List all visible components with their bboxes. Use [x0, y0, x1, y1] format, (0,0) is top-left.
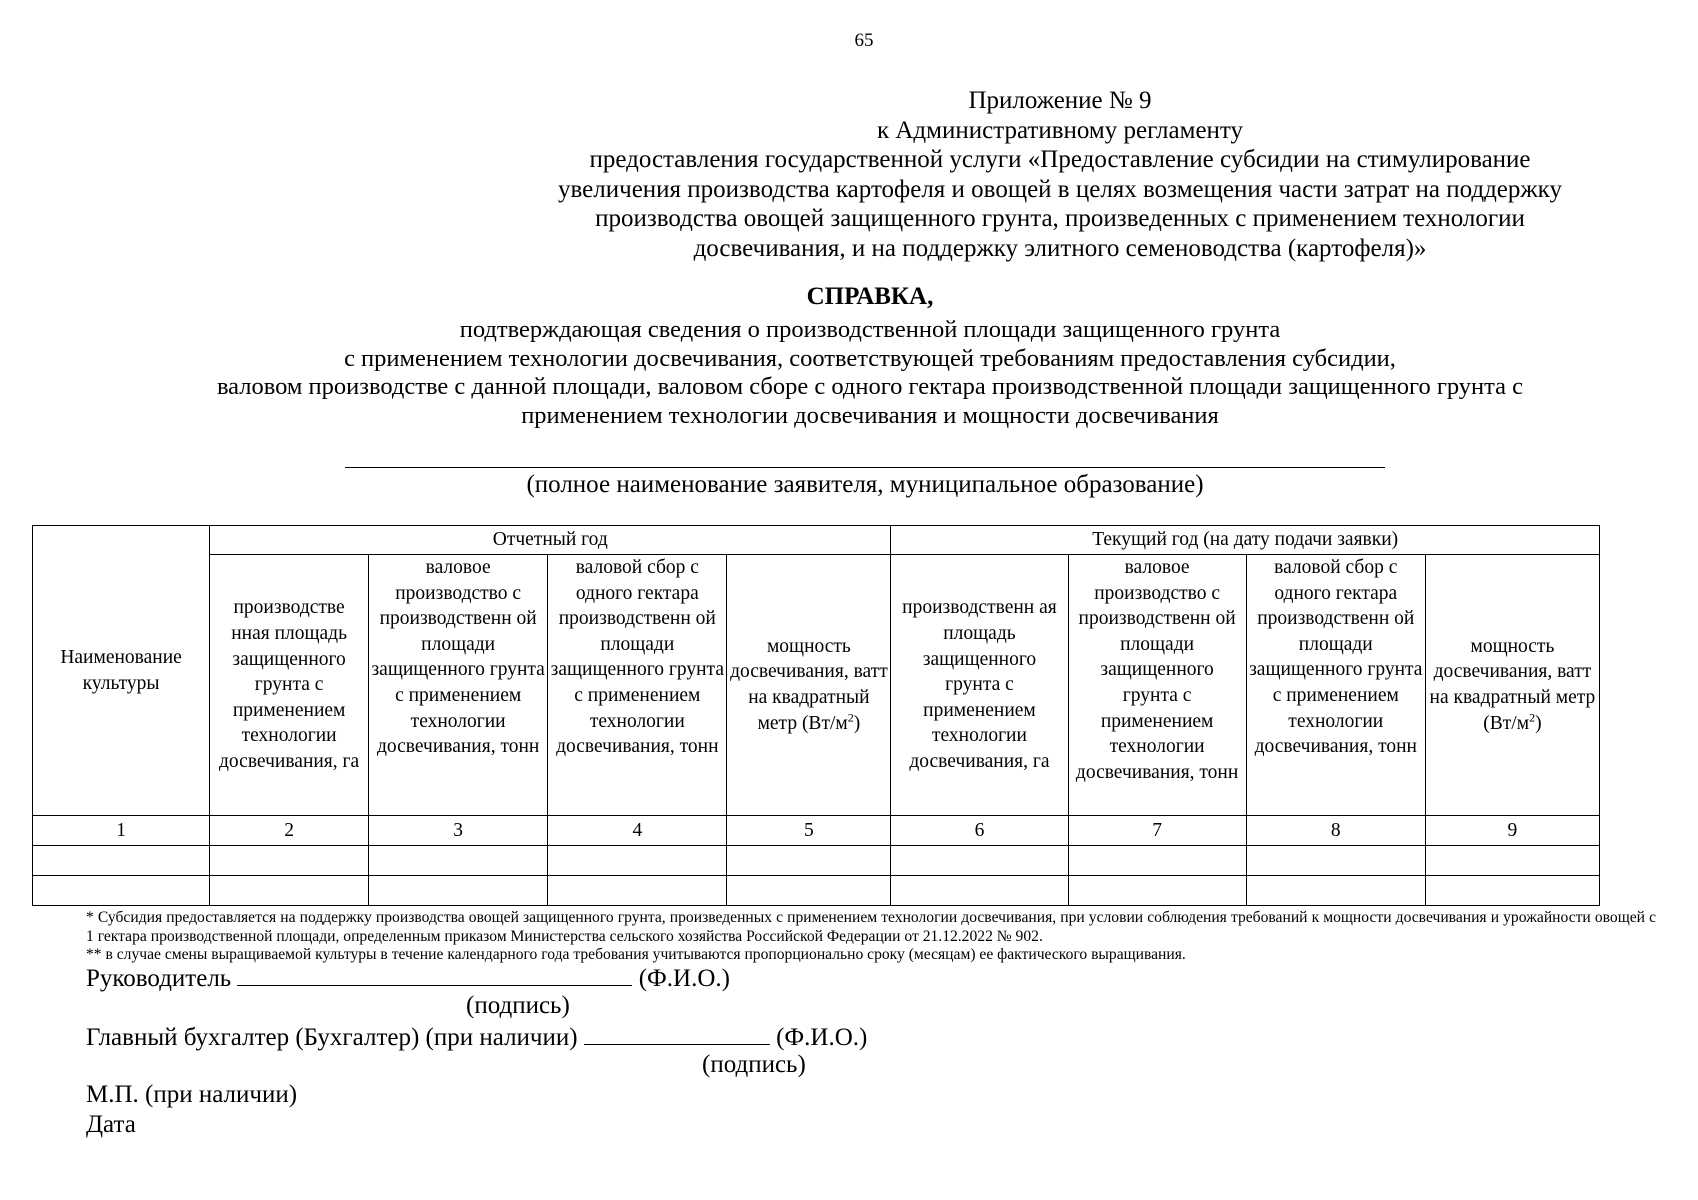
header-area: производстве нная площадь защищенного грунта с применением технологии досвечивания, га	[210, 555, 369, 816]
table-cell[interactable]	[1246, 876, 1425, 906]
head-fio: (Ф.И.О.)	[638, 965, 730, 992]
accountant-label: Главный бухгалтер (Бухгалтер) (при наличии)	[86, 1024, 578, 1051]
applicant-caption: (полное наименование заявителя, муниципальное образование)	[526, 471, 1204, 498]
date-label: Дата	[86, 1111, 136, 1138]
accountant-fio: (Ф.И.О.)	[776, 1024, 868, 1051]
column-number: 8	[1246, 816, 1425, 846]
footnote-crop-change: ** в случае смены выращиваемой культуры в течение календарного года требования учитываются пропорционально сроку (месяцам) ее фактического выращивания.	[86, 946, 1186, 963]
accountant-signature-field[interactable]	[584, 1022, 770, 1045]
table-cell[interactable]	[1425, 876, 1599, 906]
header-area-current: производственн ая площадь защищенного грунта с применением технологии досвечивания, га	[891, 555, 1068, 816]
subtitle-line: применением технологии досвечивания и мощности досвечивания	[521, 401, 1219, 429]
header-yield: валовой сбор с одного гектара производственн ой площади защищенного грунта с применением технологии досвечивания, тонн	[548, 555, 727, 816]
footnote-subsidy: * Субсидия предоставляется на поддержку производства овощей защищенного грунта, произведенных с применением технологии досвечивания, при условии соблюдения требований к мощности досвечивания и урожайности овощей с 1 гектара производственной площади, определенным приказом Министерства сельского хозяйства Российской Федерации от 21.12.2022 № 902.	[86, 909, 1656, 945]
column-number-row	[33, 816, 1600, 846]
column-number: 9	[1425, 816, 1599, 846]
appendix-header	[440, 86, 1680, 263]
appendix-line: производства овощей защищенного грунта, произведенных с применением технологии	[595, 205, 1525, 232]
header-gross-current: валовое производство с производственн ой площади защищенного грунта с применением технологии досвечивания, тонн	[1068, 555, 1246, 816]
page-number: 65	[854, 30, 874, 51]
header-yield-current: валовой сбор с одного гектара производственн ой площади защищенного грунта с применением технологии досвечивания, тонн	[1246, 555, 1425, 816]
header-reporting-year: Отчетный год	[210, 526, 891, 555]
appendix-line: Приложение № 9	[968, 87, 1152, 114]
appendix-line: досвечивания, и на поддержку элитного семеноводства (картофеля)»	[693, 234, 1427, 262]
column-number: 2	[210, 816, 369, 846]
table-cell[interactable]	[33, 846, 210, 876]
table-cell[interactable]	[548, 846, 727, 876]
table-cell[interactable]	[210, 876, 369, 906]
superscript: 2	[1529, 710, 1536, 725]
table-cell[interactable]	[210, 846, 369, 876]
table-cell[interactable]	[1068, 846, 1246, 876]
column-number: 6	[891, 816, 1068, 846]
footnotes	[86, 909, 1656, 965]
column-number: 5	[727, 816, 891, 846]
accountant-signature-caption: (подпись)	[702, 1051, 806, 1078]
head-signature-caption: (подпись)	[466, 992, 570, 1019]
accountant-signature-row	[86, 1022, 867, 1052]
document-subtitle	[90, 316, 1650, 430]
table-cell[interactable]	[1068, 876, 1246, 906]
header-gross: валовое производство с производственн ой площади защищенного грунта с применением технологии досвечивания, тонн	[369, 555, 548, 816]
head-label: Руководитель	[86, 965, 232, 992]
head-signature-row	[86, 963, 730, 993]
table-cell[interactable]	[727, 846, 891, 876]
column-number: 7	[1068, 816, 1246, 846]
header-power-end: )	[1535, 712, 1542, 734]
appendix-line: увеличения производства картофеля и овощей в целях возмещения части затрат на поддержку	[558, 175, 1562, 203]
table-cell[interactable]	[33, 876, 210, 906]
document-title: СПРАВКА,	[806, 283, 934, 310]
appendix-line: предоставления государственной услуги «Предоставление субсидии на стимулирование	[589, 146, 1531, 173]
table-row	[33, 846, 1600, 876]
column-number: 3	[369, 816, 548, 846]
table-cell[interactable]	[1425, 846, 1599, 876]
subtitle-line: с применением технологии досвечивания, соответствующей требованиям предоставления субсидии,	[344, 344, 1396, 372]
header-power-text: мощность досвечивания, ватт на квадратный метр (Вт/м	[730, 635, 888, 734]
header-power-end: )	[853, 712, 861, 734]
header-power	[727, 555, 891, 816]
table-cell[interactable]	[891, 876, 1068, 906]
header-crop-name: Наименование культуры	[33, 526, 210, 816]
header-power-current	[1425, 555, 1599, 816]
head-signature-field[interactable]	[237, 963, 632, 986]
header-power-text: мощность досвечивания, ватт на квадратный метр (Вт/м	[1429, 635, 1596, 734]
subtitle-line: валовом производстве с данной площади, валовом сборе с одного гектара производственной площади защищенного грунта с	[216, 373, 1524, 400]
applicant-name-field[interactable]	[345, 467, 1385, 468]
subtitle-line: подтверждающая сведения о производственной площади защищенного грунта	[459, 316, 1281, 343]
data-table	[32, 525, 1600, 906]
column-number: 4	[548, 816, 727, 846]
table-cell[interactable]	[548, 876, 727, 906]
header-current-year: Текущий год (на дату подачи заявки)	[891, 526, 1600, 555]
table-row	[33, 876, 1600, 906]
table-cell[interactable]	[369, 876, 548, 906]
table-cell[interactable]	[727, 876, 891, 906]
table-cell[interactable]	[891, 846, 1068, 876]
stamp-label: М.П. (при наличии)	[86, 1081, 298, 1108]
appendix-line: к Административному регламенту	[876, 116, 1244, 144]
superscript: 2	[847, 710, 854, 725]
table-cell[interactable]	[1246, 846, 1425, 876]
table-cell[interactable]	[369, 846, 548, 876]
column-number: 1	[33, 816, 210, 846]
